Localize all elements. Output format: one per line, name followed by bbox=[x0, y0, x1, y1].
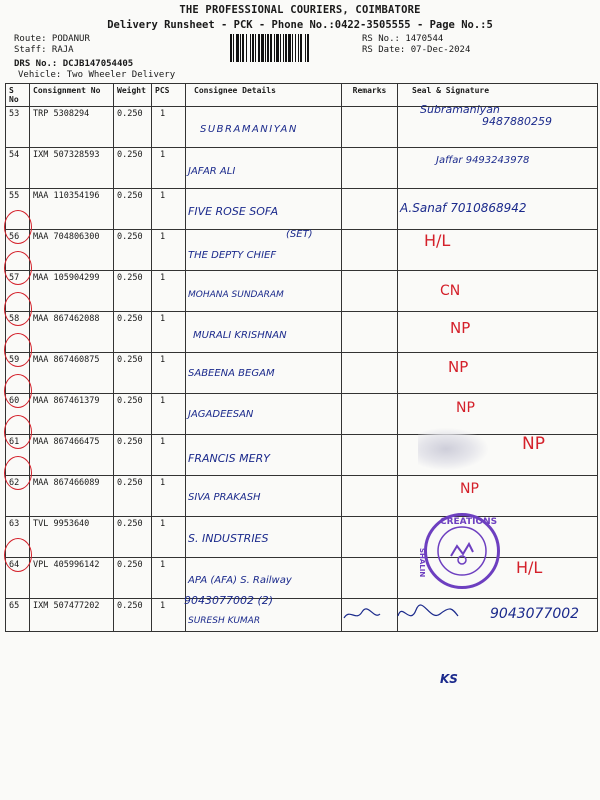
table-row bbox=[6, 271, 598, 312]
cell-sno: 53 bbox=[6, 107, 30, 148]
cell-seal bbox=[398, 148, 598, 189]
cell-sno: 62 bbox=[6, 476, 30, 517]
cell-pcs: 1 bbox=[152, 476, 186, 517]
hw-consignee: SABEENA BEGAM bbox=[188, 368, 275, 379]
hw-consignee: S. INDUSTRIES bbox=[188, 532, 269, 545]
hw-consignee: SIVA PRAKASH bbox=[188, 492, 261, 503]
cell-sno: 63 bbox=[6, 517, 30, 558]
barcode-bar bbox=[309, 34, 310, 62]
col-header-remarks: Remarks bbox=[342, 84, 398, 107]
table-row bbox=[6, 435, 598, 476]
cell-remarks bbox=[342, 435, 398, 476]
hw-consignee: 9043077002 (2) bbox=[184, 594, 274, 607]
col-header-seal: Seal & Signature bbox=[398, 84, 598, 107]
cell-sno: 55 bbox=[6, 189, 30, 230]
cell-weight: 0.250 bbox=[114, 599, 152, 632]
hw-signature: 9043077002 bbox=[490, 606, 580, 622]
cell-weight: 0.250 bbox=[114, 230, 152, 271]
hw-consignee: SURESH KUMAR bbox=[188, 616, 261, 626]
cell-consignment: TRP 5308294 bbox=[30, 107, 114, 148]
cell-remarks bbox=[342, 476, 398, 517]
cell-seal bbox=[398, 476, 598, 517]
col-header-consignment: Consignment No bbox=[30, 84, 114, 107]
remark-np: NP bbox=[456, 400, 475, 416]
cell-pcs: 1 bbox=[152, 517, 186, 558]
red-circle-mark bbox=[4, 251, 32, 285]
col-header-weight: Weight bbox=[114, 84, 152, 107]
hw-consignee: MOHANA SUNDARAM bbox=[188, 290, 284, 300]
hw-signature: Subramaniyan bbox=[420, 103, 500, 116]
cell-sno: 64 bbox=[6, 558, 30, 599]
red-circle-mark bbox=[4, 210, 32, 244]
cell-sno: 60 bbox=[6, 394, 30, 435]
red-circle-mark bbox=[4, 374, 32, 408]
cell-weight: 0.250 bbox=[114, 353, 152, 394]
remark-np: NP bbox=[448, 358, 469, 376]
cell-pcs: 1 bbox=[152, 435, 186, 476]
table-row bbox=[6, 476, 598, 517]
cell-sno: 59 bbox=[6, 353, 30, 394]
hw-consignee: THE DEPTY CHIEF bbox=[188, 250, 277, 261]
cell-weight: 0.250 bbox=[114, 148, 152, 189]
cell-pcs: 1 bbox=[152, 394, 186, 435]
hw-consignee: SUBRAMANIYAN bbox=[200, 124, 298, 135]
cell-weight: 0.250 bbox=[114, 435, 152, 476]
cell-remarks bbox=[342, 107, 398, 148]
table-row bbox=[6, 517, 598, 558]
cell-sno: 54 bbox=[6, 148, 30, 189]
col-header-sno: S No bbox=[6, 84, 30, 107]
cell-consignment: MAA 867466475 bbox=[30, 435, 114, 476]
table-row bbox=[6, 312, 598, 353]
table-row bbox=[6, 558, 598, 599]
cell-weight: 0.250 bbox=[114, 271, 152, 312]
route-label: Route: PODANUR bbox=[14, 34, 90, 44]
table-header-row bbox=[6, 84, 598, 107]
cell-remarks bbox=[342, 517, 398, 558]
cell-pcs: 1 bbox=[152, 271, 186, 312]
hw-signature: A.Sanaf 7010868942 bbox=[400, 201, 527, 215]
cell-consignment: MAA 704806300 bbox=[30, 230, 114, 271]
cell-sno: 65 bbox=[6, 599, 30, 632]
red-circle-mark bbox=[4, 456, 32, 490]
cell-weight: 0.250 bbox=[114, 558, 152, 599]
rs-number: RS No.: 1470544 bbox=[362, 34, 444, 44]
red-circle-mark bbox=[4, 538, 32, 572]
cell-pcs: 1 bbox=[152, 107, 186, 148]
remark-cn: CN bbox=[440, 283, 461, 299]
cell-sno: 57 bbox=[6, 271, 30, 312]
hw-consignee: FIVE ROSE SOFA bbox=[188, 205, 279, 218]
remark-np: NP bbox=[522, 434, 545, 454]
cell-consignment: MAA 867466089 bbox=[30, 476, 114, 517]
cell-pcs: 1 bbox=[152, 353, 186, 394]
cell-consignment: MAA 867460875 bbox=[30, 353, 114, 394]
cell-consignment: MAA 867462088 bbox=[30, 312, 114, 353]
company-title: THE PROFESSIONAL COURIERS, COIMBATORE bbox=[179, 4, 421, 16]
cell-consignment: IXM 507328593 bbox=[30, 148, 114, 189]
cell-remarks bbox=[342, 189, 398, 230]
cell-remarks bbox=[342, 230, 398, 271]
barcode bbox=[230, 34, 355, 62]
cell-sno: 61 bbox=[6, 435, 30, 476]
remark-hl: H/L bbox=[516, 558, 543, 577]
cell-consignment: MAA 867461379 bbox=[30, 394, 114, 435]
cell-weight: 0.250 bbox=[114, 517, 152, 558]
staff-label: Staff: RAJA bbox=[14, 45, 74, 55]
rs-date: RS Date: 07-Dec-2024 bbox=[362, 45, 471, 55]
hw-consignee: (SET) bbox=[286, 229, 313, 240]
cell-weight: 0.250 bbox=[114, 312, 152, 353]
remark-hl: H/L bbox=[424, 231, 451, 250]
cell-seal bbox=[398, 353, 598, 394]
vehicle-label: Vehicle: Two Wheeler Delivery bbox=[18, 70, 176, 80]
cell-remarks bbox=[342, 312, 398, 353]
hw-consignee: FRANCIS MERY bbox=[188, 452, 270, 465]
red-circle-mark bbox=[4, 292, 32, 326]
cell-consignment: IXM 507477202 bbox=[30, 599, 114, 632]
cell-seal bbox=[398, 271, 598, 312]
cell-pcs: 1 bbox=[152, 148, 186, 189]
cell-pcs: 1 bbox=[152, 312, 186, 353]
hw-consignee: APA (AFA) S. Railway bbox=[188, 575, 292, 586]
hw-signature: 9487880259 bbox=[482, 115, 552, 128]
runsheet-subtitle: Delivery Runsheet - PCK - Phone No.:0422-3505555 - Page No.:5 bbox=[107, 19, 493, 31]
seal-text-top: CREATIONS bbox=[440, 517, 498, 527]
cell-remarks bbox=[342, 271, 398, 312]
hw-consignee: MURALI KRISHNAN bbox=[193, 330, 287, 341]
remark-np: NP bbox=[450, 319, 471, 337]
cell-pcs: 1 bbox=[152, 599, 186, 632]
table-row bbox=[6, 394, 598, 435]
cell-weight: 0.250 bbox=[114, 107, 152, 148]
red-circle-mark bbox=[4, 415, 32, 449]
cell-consignment: VPL 405996142 bbox=[30, 558, 114, 599]
cell-remarks bbox=[342, 148, 398, 189]
red-circle-mark bbox=[4, 333, 32, 367]
cell-pcs: 1 bbox=[152, 558, 186, 599]
remark-np: NP bbox=[460, 481, 479, 497]
table-row bbox=[6, 353, 598, 394]
hw-consignee: JAFAR ALI bbox=[188, 166, 236, 177]
cell-weight: 0.250 bbox=[114, 394, 152, 435]
seal-text-left: SHALIN bbox=[418, 548, 426, 578]
table-row bbox=[6, 148, 598, 189]
footer-initials: KS bbox=[440, 672, 458, 686]
cell-pcs: 1 bbox=[152, 189, 186, 230]
hw-consignee: JAGADEESAN bbox=[188, 409, 254, 420]
signature-scribble bbox=[340, 600, 485, 630]
cell-remarks bbox=[342, 394, 398, 435]
col-header-pcs: PCS bbox=[152, 84, 186, 107]
cell-sno: 56 bbox=[6, 230, 30, 271]
cell-pcs: 1 bbox=[152, 230, 186, 271]
cell-weight: 0.250 bbox=[114, 476, 152, 517]
drs-number: DRS No.: DCJB147054405 bbox=[14, 59, 134, 69]
cell-consignment: TVL 9953640 bbox=[30, 517, 114, 558]
hw-signature: Jaffar 9493243978 bbox=[436, 155, 530, 166]
cell-weight: 0.250 bbox=[114, 189, 152, 230]
col-header-consignee: Consignee Details bbox=[186, 84, 342, 107]
cell-sno: 58 bbox=[6, 312, 30, 353]
cell-seal bbox=[398, 312, 598, 353]
cell-consignment: MAA 110354196 bbox=[30, 189, 114, 230]
cell-remarks bbox=[342, 353, 398, 394]
smudged-stamp bbox=[418, 428, 488, 470]
cell-remarks bbox=[342, 558, 398, 599]
cell-consignment: MAA 105904299 bbox=[30, 271, 114, 312]
